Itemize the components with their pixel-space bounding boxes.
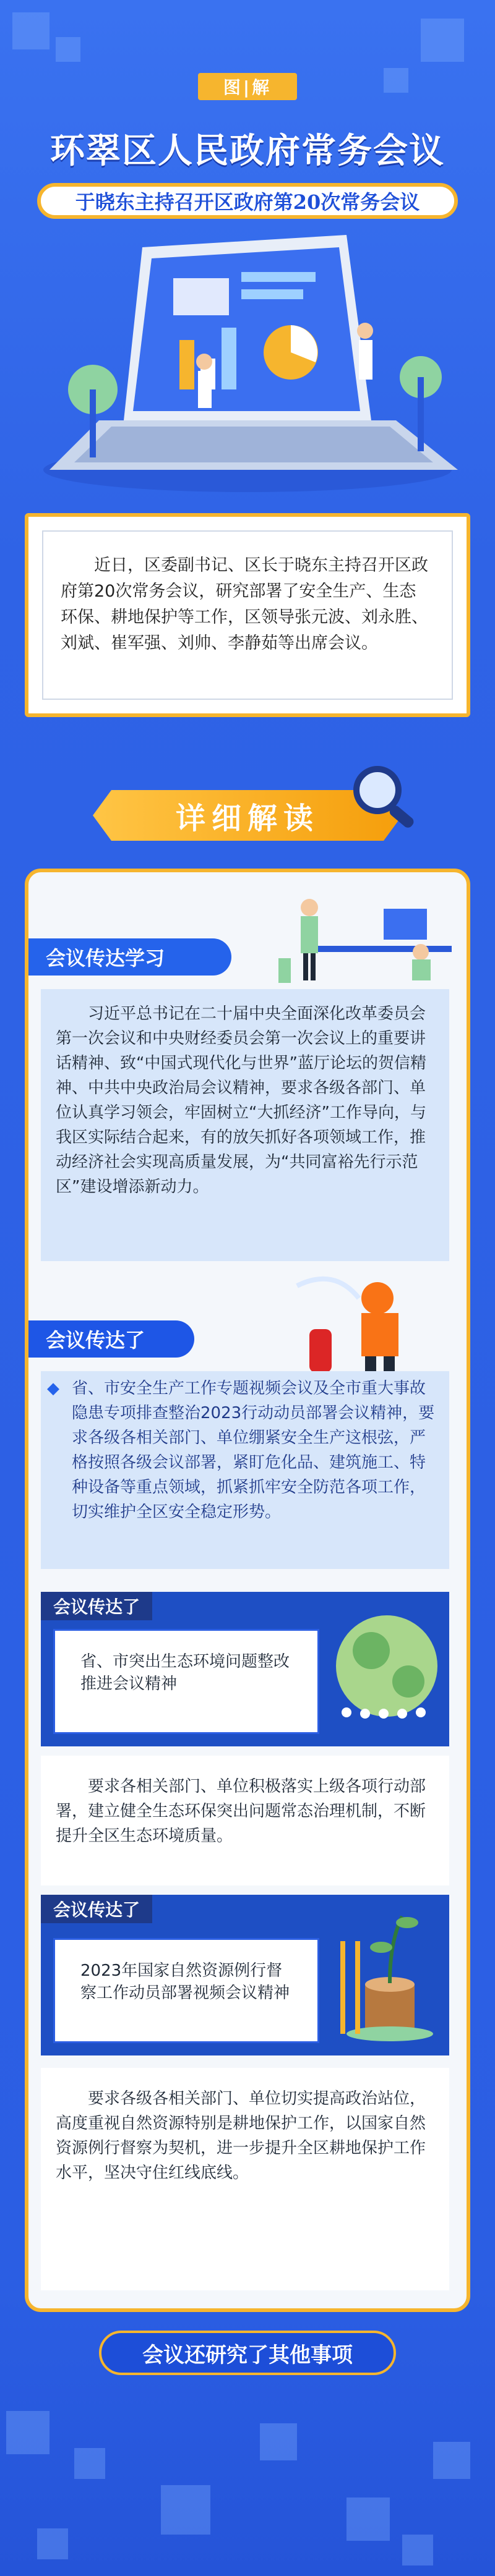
section-label-eco-text: 会议传达了 <box>53 1597 140 1617</box>
firefighter-illustration <box>285 1261 433 1379</box>
banner-label: 详细解读 <box>175 801 319 836</box>
section-label-study <box>28 938 231 976</box>
section-label-land <box>41 1895 152 1923</box>
intro-card <box>25 513 470 717</box>
land-text: 要求各级各相关部门、单位切实提高政治站位，高度重视自然资源特别是耕地保护工作，以国家自然资源例行督察为契机，进一步提升全区耕地保护工作水平，坚决守住红线底线。 <box>56 2089 426 2182</box>
section-label-land-text: 会议传达了 <box>53 1900 140 1920</box>
intro-text: 近日，区委副书记、区长于晓东主持召开区政府第20次常务会议，研究部署了安全生产、生态环保、耕地保护等工作，区领导张元波、刘永胜、刘斌、崔军强、刘帅、李静茹等出席会议。 <box>61 556 428 653</box>
page-title: 环翠区人民政府常务会议 <box>50 130 445 171</box>
footer-pill <box>99 2331 396 2375</box>
globe-illustration <box>328 1607 446 1731</box>
laptop-illustration <box>25 223 470 501</box>
footer-label: 会议还研究了其他事项 <box>142 2342 353 2368</box>
subtitle-text: 于晓东主持召开区政府第20次常务会议 <box>75 190 420 214</box>
header-tag: 图|解 <box>198 73 297 100</box>
section-label-safety-text: 会议传达了 <box>46 1328 145 1352</box>
bullet-icon: ◆ <box>47 1379 59 1398</box>
subtitle-pill <box>37 183 458 219</box>
safety-text: 省、市安全生产工作专题视频会议及全市重大事故隐患专项排查整治2023行动动员部署会议精神，要求各级各相关部门、单位绷紧安全生产这根弦，严格按照各级会议部署，紧盯危化品、建筑施工、特种设备等重点领域，抓紧抓牢安全防范各项工作，切实维护全区安全稳定形势。 <box>72 1379 435 1521</box>
land-card-title: 2023年国家自然资源例行督察工作动员部署视频会议精神 <box>80 1962 290 2002</box>
study-text: 习近平总书记在二十届中央全面深化改革委员会第一次会议和中央财经委员会第一次会议上的重要讲话精神、致“中国式现代化与世界”蓝厅论坛的贺信精神、中共中央政治局会议精神，要求各级各部门、单位认真学习领会，牢固树立“大抓经济”工作导向，与我区实际结合起来，有的放矢抓好各项领域工作，推动经济社会实现高质量发展，为“共同富裕先行示范区”建设增添新动力。 <box>56 1005 426 1196</box>
tree-stump-illustration <box>328 1904 446 2046</box>
eco-card-title: 省、市突出生态环境问题整改推进会议精神 <box>80 1652 290 1693</box>
section-label-study-text: 会议传达学习 <box>46 946 165 970</box>
magnifier-icon <box>346 760 427 828</box>
eco-text: 要求各相关部门、单位积极落实上级各项行动部署，建立健全生态环保突出问题常态治理机制，不断提升全区生态环境质量。 <box>56 1777 426 1845</box>
office-illustration <box>272 878 458 989</box>
section-label-safety <box>28 1320 194 1358</box>
section-label-eco <box>41 1592 152 1620</box>
